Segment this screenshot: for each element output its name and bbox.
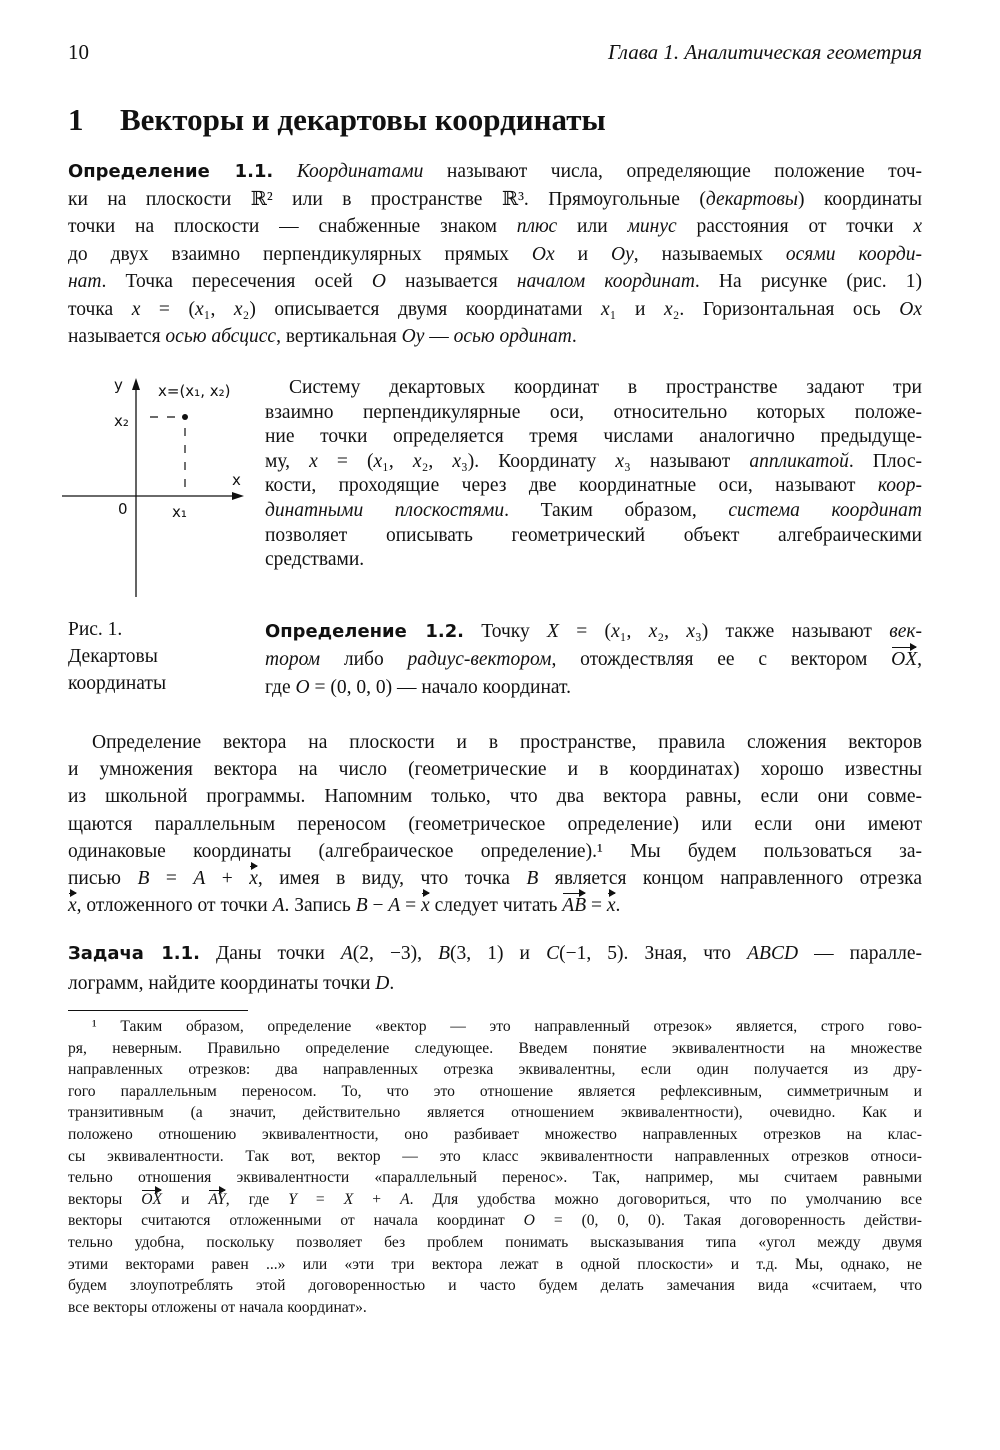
text-run: (3, 1) и <box>450 943 547 964</box>
text-run: следует читать <box>429 895 563 917</box>
italic-run: X <box>343 1190 354 1208</box>
text-run: ₁, <box>382 450 413 472</box>
italic-run: x <box>615 450 625 472</box>
text-line <box>68 729 922 756</box>
text-run: лограмм, найдите координаты точки <box>68 973 376 994</box>
text-line <box>68 756 922 783</box>
text-run: точки на плоскости — снабженные знаком <box>68 216 517 237</box>
y-label: y <box>114 376 123 394</box>
italic-run: C <box>546 943 560 964</box>
italic-run: x <box>233 298 243 320</box>
italic-run: ABCD <box>747 943 799 964</box>
text-line <box>68 1016 922 1038</box>
text-run: , отождествляя ее с вектором <box>551 649 892 670</box>
text-run: будем злоупотреблять этой договоренностью и часто будем делать замечания вида «считаем, что <box>68 1277 922 1295</box>
x-label: x <box>232 471 241 489</box>
text-run: до двух взаимно перпендикулярных прямых <box>68 243 532 265</box>
text-run: и умножения вектора на число (геометрические и в координатах) хорошо известны <box>68 759 922 781</box>
text-run: . Запись <box>284 895 356 917</box>
vector-symbol: x <box>249 865 258 892</box>
text-run: Точку <box>464 621 548 642</box>
text-run: ря, неверным. Правильно определение следующее. Введем понятие эквивалентности на множестве <box>68 1039 922 1057</box>
text-run: ₂) описывается двумя координатами <box>242 298 601 320</box>
text-run: тельно отношения эквивалентности «параллельный перенос». Так, например, мы считаем равными <box>68 1169 922 1187</box>
italic-run: x <box>452 450 461 472</box>
text-run: позволяет описывать геометрический объект алгебраическими <box>265 524 922 546</box>
italic-run: A <box>388 895 401 917</box>
text-run: = ( <box>140 298 195 320</box>
text-run: — <box>424 326 454 347</box>
text-run: где <box>265 677 296 698</box>
text-run: Определение вектора на плоскости и в пространстве, правила сложения векторов <box>92 732 922 753</box>
text-run: . Точка пересечения осей <box>101 271 372 292</box>
text-line <box>265 646 922 674</box>
vector-symbol: OX <box>141 1189 162 1211</box>
italic-run: Oy <box>610 243 634 265</box>
x-arrow-icon <box>232 492 244 500</box>
text-line <box>68 892 922 919</box>
point-marker <box>182 414 188 420</box>
italic-run: минус <box>627 216 677 237</box>
footnote-rule <box>68 1010 248 1011</box>
text-run: = (0, 0, 0) — начало координат. <box>309 677 571 698</box>
italic-run: коор- <box>877 475 922 497</box>
text-run: , где <box>225 1190 289 1208</box>
italic-run: началом координат <box>516 271 695 292</box>
text-line <box>68 1210 922 1232</box>
text-run: кости, проходящие через две координатные оси, называют <box>265 475 878 497</box>
text-run: гого параллельным переносом. То, что это отношение является рефлексивным, симметричным и <box>68 1082 922 1100</box>
italic-run: A <box>272 895 285 917</box>
text-line <box>265 474 922 499</box>
text-run: все векторы отложены от начала координат». <box>68 1298 367 1316</box>
italic-run: A <box>400 1190 410 1208</box>
text-line <box>68 1189 922 1211</box>
text-line <box>68 1297 922 1319</box>
text-run: , вертикальная <box>276 326 402 347</box>
italic-run: B <box>438 943 451 964</box>
italic-run: x <box>412 450 422 472</box>
text-run: либо <box>320 649 408 670</box>
text-run: . <box>389 973 395 994</box>
text-run: = ( <box>317 450 374 472</box>
figure-caption <box>68 616 166 697</box>
italic-run: B <box>526 868 539 890</box>
text-line <box>68 1102 922 1124</box>
italic-run: x <box>131 298 141 320</box>
footnote <box>68 1016 922 1318</box>
italic-run: аппликатой <box>749 450 849 472</box>
text-run: , отложенного от точки <box>76 895 273 917</box>
text-line <box>68 969 922 999</box>
vector-symbol: OX <box>891 646 917 674</box>
vector-symbol: x <box>68 892 77 919</box>
italic-run: A <box>340 943 353 964</box>
text-run: му, <box>265 450 310 472</box>
text-run: ₃) также называют <box>694 621 890 642</box>
text-line <box>68 838 922 865</box>
italic-run: x <box>663 298 673 320</box>
text-run: , <box>917 649 922 670</box>
text-run: точка <box>68 298 132 320</box>
italic-run: x <box>686 621 695 642</box>
text-run: векторы считаются отложенными от начала координат <box>68 1212 524 1230</box>
text-line <box>68 783 922 810</box>
text-run: транзитивным (а значит, действительно является отношением эквивалентности), очевидно. Как и <box>68 1104 922 1122</box>
text-run: , имея в виду, что точка <box>257 868 527 890</box>
text-run: + <box>353 1190 401 1208</box>
italic-run: Ox <box>899 298 922 320</box>
italic-run: плюс <box>516 216 558 237</box>
text-run: . Плос- <box>848 450 922 472</box>
caption-line: Рис. 1. <box>68 619 123 640</box>
italic-run: x <box>194 298 204 320</box>
italic-run: нат <box>68 271 102 292</box>
text-run: − <box>367 895 389 917</box>
text-line <box>68 939 922 969</box>
text-run: , называемых <box>633 243 786 265</box>
x1-label: x₁ <box>172 503 187 521</box>
italic-run: D <box>375 973 390 994</box>
italic-run: Y <box>288 1190 297 1208</box>
text-line <box>68 1124 922 1146</box>
origin-label: 0 <box>118 500 128 518</box>
text-run: является концом направленного отрезка <box>538 868 923 890</box>
text-run: . <box>615 895 621 917</box>
vector-symbol: x <box>607 892 616 919</box>
text-run: (2, −3), <box>352 943 439 964</box>
text-run: ₂. Горизонтальная ось <box>672 298 900 320</box>
italic-run: O <box>523 1212 535 1230</box>
text-run: тельно удобна, поскольку позволяет без проблем понимать высказывания типа «угол между двумя <box>68 1233 922 1251</box>
text-run: . Для удобства можно договориться, что по умолчанию все <box>409 1190 922 1208</box>
text-run: или <box>557 216 628 237</box>
bold-heading: Определение 1.1. <box>68 161 274 182</box>
point-label: x=(x₁, x₂) <box>158 382 231 400</box>
caption-line: Декартовы <box>68 646 158 667</box>
italic-run: X <box>547 621 559 642</box>
italic-run: Oy <box>401 326 425 347</box>
text-run: называют числа, определяющие положение точ- <box>423 161 922 182</box>
italic-run: A <box>193 868 206 890</box>
italic-run: система координат <box>728 499 923 521</box>
italic-run: O <box>295 677 310 698</box>
text-line <box>68 1275 922 1297</box>
italic-run: осью ординат <box>453 326 572 347</box>
section-title-text: Векторы и декартовы координаты <box>120 102 606 137</box>
italic-run: век- <box>889 621 922 642</box>
text-line <box>68 1081 922 1103</box>
text-run: = (0, 0, 0). Такая договоренность действи- <box>534 1212 922 1230</box>
text-line <box>265 548 922 573</box>
text-run: этими векторами равен ...» или «эти три вектора лежат в одной плоскости» и т.д. Мы, однако, не <box>68 1255 922 1273</box>
text-run: = <box>400 895 422 917</box>
text-run: одинаковые координаты (алгебраическое определение).¹ Мы будем пользоваться за- <box>68 840 922 862</box>
text-run: ¹ Таким образом, определение «вектор — это направленный отрезок» является, строго гово- <box>92 1018 922 1035</box>
space-paragraph <box>265 376 922 573</box>
text-run: — паралле- <box>798 943 922 964</box>
bold-heading: Задача 1.1. <box>68 943 200 964</box>
text-line <box>265 674 922 702</box>
bold-heading: Определение 1.2. <box>265 621 464 642</box>
italic-run: B <box>137 868 150 890</box>
text-run: . <box>571 326 577 347</box>
text-line <box>68 1059 922 1081</box>
caption-line: координаты <box>68 673 167 694</box>
italic-run: динатными плоскостями <box>265 499 505 521</box>
text-line <box>265 450 922 475</box>
text-line <box>68 865 922 892</box>
text-run: ₁, <box>619 621 649 642</box>
text-run: = ( <box>558 621 612 642</box>
italic-run: осями коорди- <box>785 243 922 265</box>
text-run: взаимно перпендикулярные оси, относительно которых положе- <box>265 401 922 423</box>
text-run: . Таким образом, <box>504 499 729 521</box>
text-run: + <box>205 868 250 890</box>
italic-run: O <box>371 271 386 292</box>
text-line <box>265 425 922 450</box>
text-run: = <box>149 868 194 890</box>
text-run: (−1, 5). Зная, что <box>559 943 748 964</box>
text-run: называется <box>68 326 166 347</box>
italic-run: Ox <box>531 243 555 265</box>
y-arrow-icon <box>132 378 140 390</box>
text-run: Даны точки <box>199 943 341 964</box>
italic-run: радиус-вектором <box>407 649 552 670</box>
text-line <box>68 1232 922 1254</box>
page-number: 10 <box>68 40 89 64</box>
italic-run: декартовы <box>705 188 799 210</box>
text-run: щаются параллельным переносом (геометрическое определение) или если они имеют <box>68 813 922 835</box>
text-line <box>265 618 922 646</box>
text-run: направленных отрезков: два направленных отрезка эквивалентны, если один получается из дру- <box>68 1061 922 1079</box>
italic-run: x <box>913 216 922 237</box>
vector-symbol: AY <box>208 1189 225 1211</box>
text-run: ) координаты <box>798 188 922 210</box>
text-line <box>265 524 922 549</box>
text-run: ₂, <box>657 621 687 642</box>
text-run: и <box>554 243 611 265</box>
text-run: ₁, <box>203 298 234 320</box>
text-run: ₃ называют <box>624 450 750 472</box>
running-header: Глава 1. Аналитическая геометрия <box>607 40 922 64</box>
text-run: ₃). Координату <box>461 450 616 472</box>
italic-run: x <box>373 450 383 472</box>
text-run: и <box>162 1190 209 1208</box>
text-run: писью <box>68 868 138 890</box>
text-run: . На рисунке (рис. 1) <box>694 271 922 292</box>
italic-run: x <box>600 298 610 320</box>
italic-run: x <box>648 621 658 642</box>
italic-run: x <box>611 621 620 642</box>
text-line <box>68 1254 922 1276</box>
text-line <box>265 401 922 426</box>
text-line <box>68 811 922 838</box>
text-line <box>68 1167 922 1189</box>
text-line <box>68 1146 922 1168</box>
vector-symbol: AB <box>562 892 586 919</box>
text-run: сы эквивалентности. Так вот, вектор — это класс эквивалентности направленных отрезков относи- <box>68 1147 922 1165</box>
text-line <box>68 1038 922 1060</box>
vector-paragraph <box>68 729 922 919</box>
text-run: средствами. <box>265 549 365 571</box>
definition-1-2 <box>265 618 922 702</box>
text-run: положено отношению эквивалентности, оно разбивает множество направленных отрезков на клас- <box>68 1125 922 1143</box>
text-run: из школьной программы. Напомним только, что два вектора равны, если они совме- <box>68 786 922 808</box>
italic-run: x <box>309 450 318 472</box>
vector-symbol: x <box>421 892 430 919</box>
text-line <box>265 499 922 524</box>
text-run: ₁ и <box>609 298 664 320</box>
x2-label: x₂ <box>114 412 129 430</box>
text-run: ние точки определяется тремя числами аналогично предыдуще- <box>265 426 922 448</box>
italic-run: осью абсцисс <box>165 326 277 347</box>
text-line <box>265 376 922 401</box>
text-run: векторы <box>68 1190 142 1208</box>
section-number: 1 <box>68 102 84 137</box>
italic-run: тором <box>265 649 321 670</box>
text-run: Систему декартовых координат в пространстве задают три <box>289 377 922 398</box>
problem-1-1 <box>68 939 922 999</box>
cartesian-figure <box>0 0 270 610</box>
text-run: называется <box>386 271 517 292</box>
italic-run: Координатами <box>296 161 424 182</box>
text-run: = <box>296 1190 344 1208</box>
text-run: ₂, <box>421 450 453 472</box>
text-run <box>273 161 297 182</box>
text-run: расстояния от точки <box>676 216 914 237</box>
text-run: ки на плоскости ℝ² или в пространстве ℝ³. Прямоугольные ( <box>68 188 706 210</box>
text-run: = <box>586 895 607 917</box>
italic-run: B <box>355 895 368 917</box>
